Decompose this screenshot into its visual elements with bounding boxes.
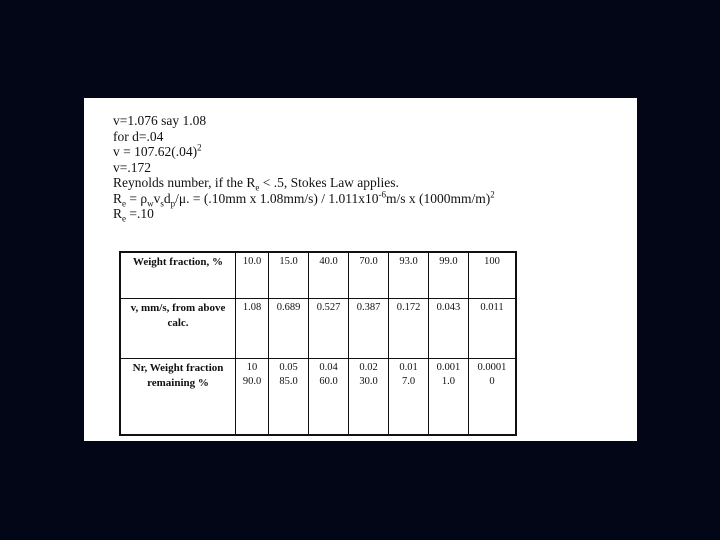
table-cell: 0.689 <box>269 299 309 359</box>
equation-lines <box>113 113 495 222</box>
table-cell: 0.527 <box>309 299 349 359</box>
table-cell: 1.08 <box>236 299 269 359</box>
table-cell: 70.0 <box>349 252 389 299</box>
table-row <box>120 359 516 436</box>
reynolds-formula-line: $R_e = \rho_wv_sd_p/\mu$. = (.10mm x $1.08mm/s) / 1.011x10^{-6}m/s$ x $(1000mm/m)^2$ <box>113 189 495 209</box>
slide <box>84 98 637 441</box>
table-row <box>120 299 516 359</box>
table-cell: 0.011 <box>468 299 516 359</box>
row-label-velocity: v, mm/s, from above calc. <box>120 299 236 359</box>
table-cell: 0.001 1.0 <box>428 359 468 436</box>
table-cell: 0.043 <box>428 299 468 359</box>
table-cell: 15.0 <box>269 252 309 299</box>
table-cell: 93.0 <box>389 252 429 299</box>
table-cell: 0.0001 0 <box>468 359 516 436</box>
velocity-line: v=1.076 say 1.08 <box>113 113 207 128</box>
table-cell: 0.04 60.0 <box>309 359 349 436</box>
table-cell: 40.0 <box>309 252 349 299</box>
reynolds-result-line: $R_e =.10$ <box>113 206 154 224</box>
velocity-result-line: v=.172 <box>113 159 151 175</box>
table-cell: 0.01 7.0 <box>389 359 429 436</box>
table-cell: 0.387 <box>349 299 389 359</box>
table-row <box>120 252 516 299</box>
settling-table <box>119 251 517 436</box>
table-cell: 99.0 <box>428 252 468 299</box>
table-cell: 10.0 <box>236 252 269 299</box>
table-cell: 10 90.0 <box>236 359 269 436</box>
table-cell: 0.02 30.0 <box>349 359 389 436</box>
table-cell: 0.05 85.0 <box>269 359 309 436</box>
table-cell: 100 <box>468 252 516 299</box>
reynolds-condition-line: Reynolds number, if the $R_e < .5$, Stokes Law applies. <box>113 175 399 193</box>
row-label-fraction-remaining: Nr, Weight fraction remaining % <box>120 359 236 436</box>
row-label-weight-fraction: Weight fraction, % <box>120 252 236 299</box>
velocity-formula-line: $v = 107.62(.04)^2$ <box>113 142 202 159</box>
table-cell: 0.172 <box>389 299 429 359</box>
diameter-line: for d=.04 <box>113 128 164 144</box>
